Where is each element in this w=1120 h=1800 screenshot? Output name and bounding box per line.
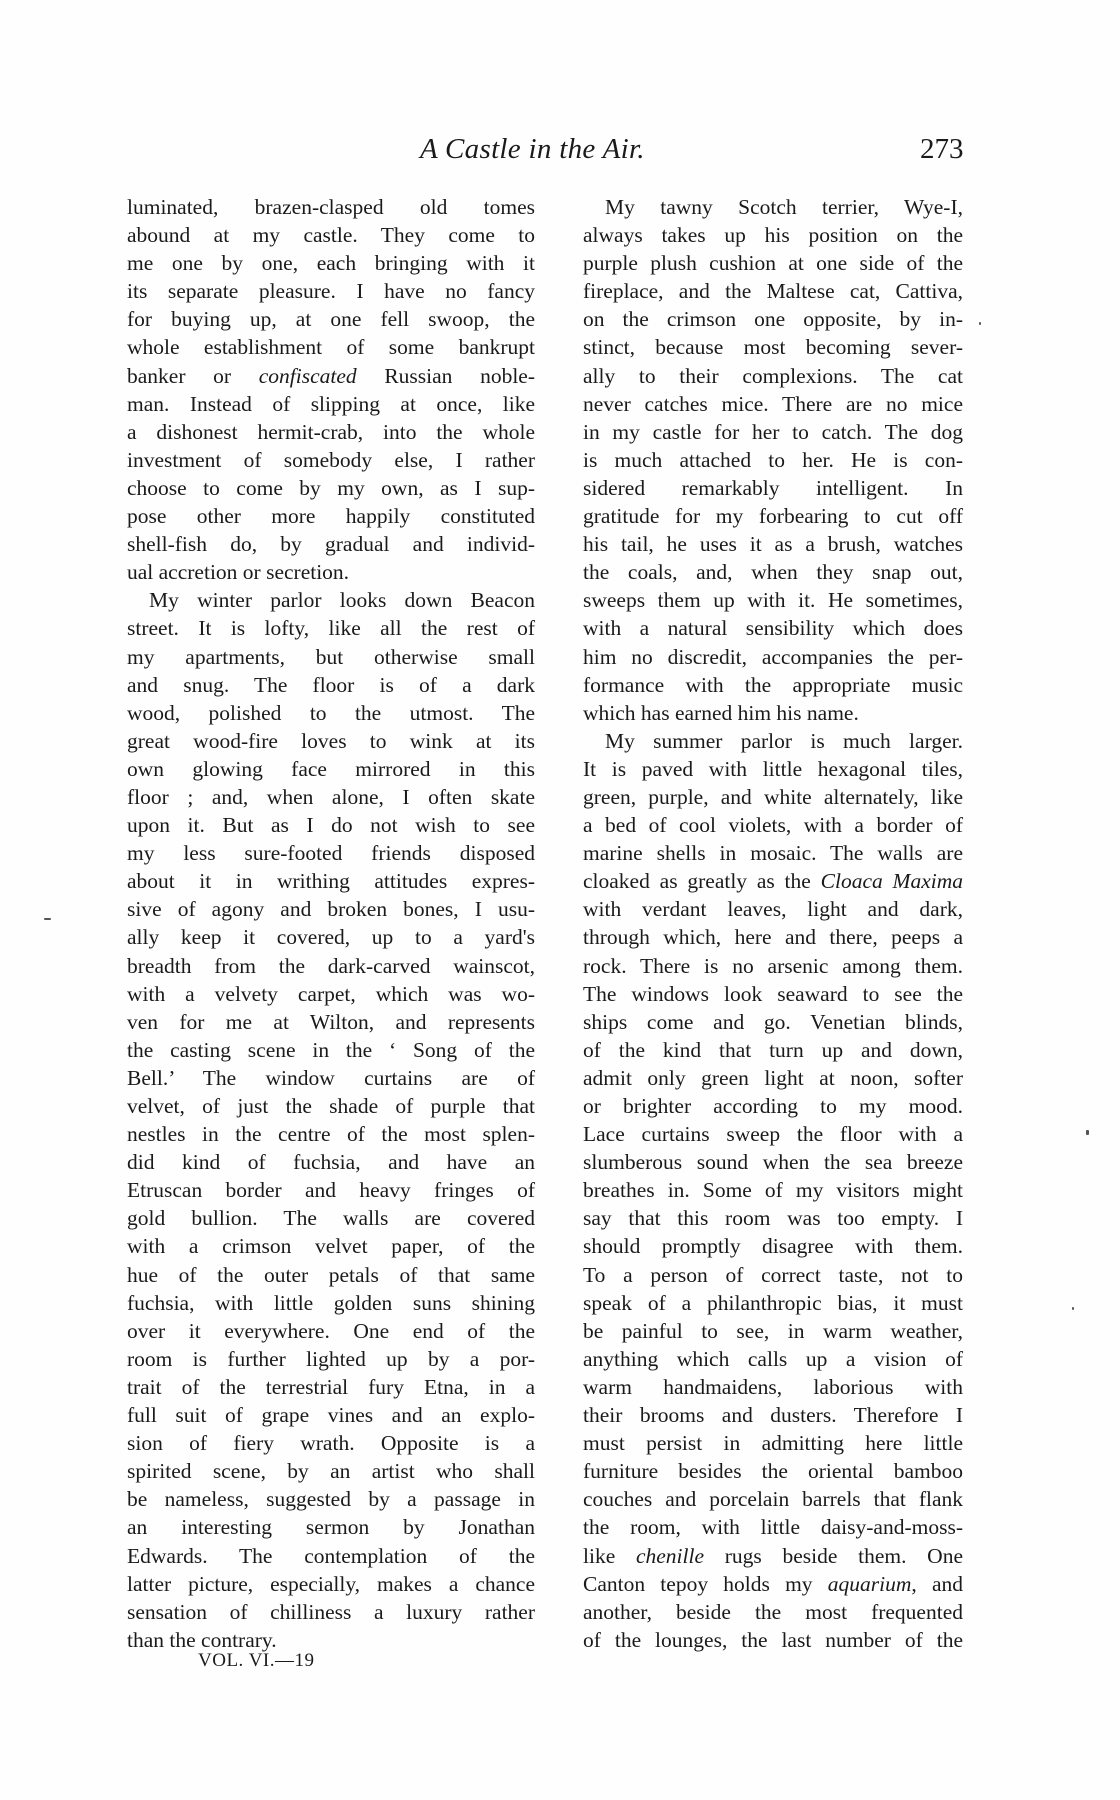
text-line: ual accretion or secretion. <box>127 560 350 585</box>
text-line: cloaked as greatly as the Cloaca Maxima <box>583 869 963 894</box>
text-line: warm handmaidens, laborious with <box>583 1374 963 1399</box>
text-line: for buying up, at one fell swoop, the <box>127 307 535 332</box>
text-line: ships come and go. Venetian blinds, <box>583 1009 963 1034</box>
text-line: sensation of chilliness a luxury rather <box>127 1599 535 1624</box>
text-line: latter picture, especially, makes a chance <box>127 1571 535 1596</box>
text-line: purple plush cushion at one side of the <box>583 251 963 276</box>
text-line: with verdant leaves, light and dark, <box>583 897 963 922</box>
text-line: their brooms and dusters. Therefore I <box>583 1403 963 1428</box>
text-line: sidered remarkably intelligent. In <box>583 475 963 500</box>
text-line: My summer parlor is much larger. <box>605 728 963 753</box>
text-line: furniture besides the oriental bamboo <box>583 1459 963 1484</box>
italic-term: chenille <box>635 1543 705 1568</box>
text-line: which has earned him his name. <box>583 700 859 725</box>
italic-term: Cloaca Maxima <box>820 869 963 894</box>
text-line: room is further lighted up by a por- <box>127 1346 535 1371</box>
italic-term: aquarium <box>827 1571 912 1596</box>
text-line: ally to their complexions. The cat <box>583 363 963 388</box>
text-line: banker or confiscated Russian noble- <box>127 363 535 388</box>
text-line: Edwards. The contemplation of the <box>127 1543 535 1568</box>
text-line: rock. There is no arsenic among them. <box>583 953 963 978</box>
text-line: My winter parlor looks down Beacon <box>149 588 535 613</box>
text-line: in my castle for her to catch. The dog <box>583 419 963 444</box>
text-line: did kind of fuchsia, and have an <box>127 1150 535 1175</box>
text-line: spirited scene, by an artist who shall <box>127 1459 535 1484</box>
text-line: with a velvety carpet, which was wo- <box>127 981 535 1006</box>
text-line: be painful to see, in warm weather, <box>583 1318 963 1343</box>
margin-speck <box>1086 1130 1089 1135</box>
text-line: luminated, brazen-clasped old tomes <box>127 195 535 219</box>
text-line: like chenille rugs beside them. One <box>583 1543 963 1568</box>
text-line: floor ; and, when alone, I often skate <box>127 784 535 809</box>
text-line: my less sure-footed friends disposed <box>127 841 535 866</box>
text-line: with a natural sensibility which does <box>583 616 963 641</box>
text-line: always takes up his position on the <box>583 223 963 248</box>
text-line: pose other more happily constituted <box>127 504 535 529</box>
text-line: my apartments, but otherwise small <box>127 644 535 669</box>
text-line: nestles in the centre of the most splen- <box>127 1122 535 1147</box>
text-line: me one by one, each bringing with it <box>127 251 535 276</box>
text-line: another, beside the most frequented <box>583 1599 963 1624</box>
text-line: great wood-fire loves to wink at its <box>127 728 535 753</box>
text-line: a dishonest hermit-crab, into the whole <box>127 419 535 444</box>
italic-term: confiscated <box>258 363 357 388</box>
text-line: Lace curtains sweep the floor with a <box>583 1122 963 1147</box>
text-line: ally keep it covered, up to a yard's <box>127 925 535 950</box>
right-column <box>583 193 963 1654</box>
text-line: the coals, and, when they snap out, <box>583 560 963 585</box>
text-line: Etruscan border and heavy fringes of <box>127 1178 535 1203</box>
text-line: green, purple, and white alternately, like <box>583 784 963 809</box>
text-line: or brighter according to my mood. <box>583 1094 963 1118</box>
text-line: than the contrary. <box>127 1627 277 1652</box>
left-column <box>127 193 535 1654</box>
text-line: of the kind that turn up and down, <box>583 1037 963 1062</box>
text-line: of the lounges, the last number of the <box>583 1627 963 1652</box>
text-line: admit only green light at noon, softer <box>583 1065 963 1090</box>
text-line: speak of a philanthropic bias, it must <box>583 1290 963 1315</box>
signature-mark: VOL. VI.—19 <box>198 1650 315 1671</box>
text-line: stinct, because most becoming sever- <box>583 335 963 360</box>
text-line: My tawny Scotch terrier, Wye-I, <box>605 195 963 219</box>
text-line: say that this room was too empty. I <box>583 1206 963 1231</box>
text-line: fireplace, and the Maltese cat, Cattiva, <box>583 279 963 304</box>
text-line: trait of the terrestrial fury Etna, in a <box>127 1374 535 1399</box>
text-line: shell-fish do, by gradual and individ- <box>127 532 535 557</box>
text-line: upon it. But as I do not wish to see <box>127 813 535 838</box>
text-line: with a crimson velvet paper, of the <box>127 1234 535 1259</box>
text-line: sweeps them up with it. He sometimes, <box>583 588 963 613</box>
text-line: whole establishment of some bankrupt <box>127 335 535 360</box>
text-line: It is paved with little hexagonal tiles, <box>583 756 963 781</box>
text-line: his tail, he uses it as a brush, watches <box>583 532 963 557</box>
text-line: Canton tepoy holds my aquarium, and <box>583 1571 963 1596</box>
running-title: A Castle in the Air. <box>420 133 645 165</box>
page-number: 273 <box>920 133 964 165</box>
text-line: sion of fiery wrath. Opposite is a <box>127 1431 535 1456</box>
text-line: abound at my castle. They come to <box>127 223 535 248</box>
text-line: gratitude for my forbearing to cut off <box>583 504 963 529</box>
text-line: wood, polished to the utmost. The <box>127 700 535 725</box>
text-line: breadth from the dark-carved wainscot, <box>127 953 535 978</box>
margin-speck <box>979 322 981 325</box>
text-line: formance with the appropriate music <box>583 672 963 697</box>
text-line: on the crimson one opposite, by in- <box>583 307 963 332</box>
text-line: investment of somebody else, I rather <box>127 447 535 472</box>
text-line: the room, with little daisy-and-moss- <box>583 1515 963 1540</box>
text-line: own glowing face mirrored in this <box>127 756 535 781</box>
text-line: is much attached to her. He is con- <box>583 447 963 472</box>
text-line: marine shells in mosaic. The walls are <box>583 841 963 866</box>
text-line: never catches mice. There are no mice <box>583 391 963 416</box>
text-line: be nameless, suggested by a passage in <box>127 1487 535 1512</box>
text-line: gold bullion. The walls are covered <box>127 1206 535 1231</box>
text-line: must persist in admitting here little <box>583 1431 963 1456</box>
text-line: the casting scene in the ‘ Song of the <box>127 1037 535 1062</box>
text-line: street. It is lofty, like all the rest of <box>127 616 535 641</box>
text-line: ven for me at Wilton, and represents <box>127 1009 535 1034</box>
text-line: full suit of grape vines and an explo- <box>127 1403 535 1428</box>
text-line: slumberous sound when the sea breeze <box>583 1150 963 1175</box>
text-line: and snug. The floor is of a dark <box>127 672 535 697</box>
text-line: To a person of correct taste, not to <box>583 1262 963 1287</box>
text-line: velvet, of just the shade of purple that <box>127 1094 535 1118</box>
margin-speck <box>44 918 51 920</box>
text-line: couches and porcelain barrels that flank <box>583 1487 963 1512</box>
text-line: over it everywhere. One end of the <box>127 1318 535 1343</box>
text-line: an interesting sermon by Jonathan <box>127 1515 535 1540</box>
text-line: fuchsia, with little golden suns shining <box>127 1290 535 1315</box>
text-line: man. Instead of slipping at once, like <box>127 391 535 416</box>
text-line: about it in writhing attitudes expres- <box>127 869 535 894</box>
text-line: should promptly disagree with them. <box>583 1234 963 1259</box>
text-line: its separate pleasure. I have no fancy <box>127 279 535 304</box>
text-line: anything which calls up a vision of <box>583 1346 963 1371</box>
margin-speck <box>1072 1307 1074 1310</box>
text-line: a bed of cool violets, with a border of <box>583 813 963 838</box>
text-line: choose to come by my own, as I sup- <box>127 475 535 500</box>
text-line: through which, here and there, peeps a <box>583 925 963 950</box>
text-line: him no discredit, accompanies the per- <box>583 644 963 669</box>
text-line: Bell.’ The window curtains are of <box>127 1065 535 1090</box>
text-line: hue of the outer petals of that same <box>127 1262 535 1287</box>
text-line: The windows look seaward to see the <box>583 981 963 1006</box>
running-head <box>0 133 1120 173</box>
text-line: sive of agony and broken bones, I usu- <box>127 897 535 922</box>
text-line: breathes in. Some of my visitors might <box>583 1178 963 1203</box>
